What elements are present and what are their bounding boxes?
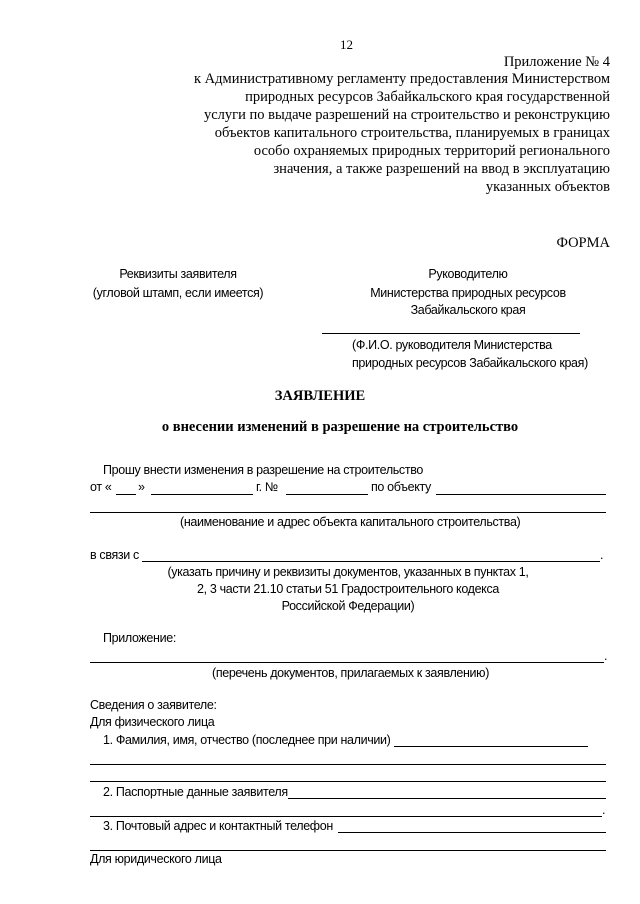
reason-caption: Российской Федерации) (281, 599, 415, 613)
object-field[interactable] (436, 494, 606, 495)
reason-caption: 2, 3 части 21.10 статьи 51 Градостроительного кодекса (197, 582, 499, 596)
object-field-continued[interactable] (90, 512, 606, 513)
appendix-line: особо охраняемых природных территорий регионального (253, 143, 610, 159)
page-number: 12 (340, 37, 353, 52)
addressee-region: Забайкальского края (410, 303, 526, 317)
reason-label: в связи с (90, 548, 139, 562)
address-phone-field[interactable] (338, 832, 606, 833)
legal-entity-heading: Для юридического лица (90, 852, 222, 866)
appendix-line: значения, а также разрешений на ввод в эксплуатацию (273, 161, 610, 177)
full-name-field-continued[interactable] (90, 781, 606, 782)
reason-period: . (600, 548, 604, 562)
applicant-stamp-note: (угловой штамп, если имеется) (92, 286, 264, 300)
addressee-title: Руководителю (428, 267, 508, 281)
day-field[interactable] (116, 494, 136, 495)
item-passport: 2. Паспортные данные заявителя (103, 785, 288, 799)
item-address-phone: 3. Почтовый адрес и контактный телефон (103, 819, 333, 833)
full-name-field-continued[interactable] (90, 764, 606, 765)
date-quote-close: » (138, 480, 145, 494)
attachments-caption: (перечень документов, прилагаемых к заявлению) (212, 666, 490, 680)
individual-heading: Для физического лица (90, 715, 215, 729)
fio-caption: природных ресурсов Забайкальского края) (352, 356, 588, 370)
permit-number-label: г. № (256, 480, 278, 494)
appendix-line: услуги по выдаче разрешений на строительство и реконструкцию (203, 107, 610, 123)
document-title: ЗАЯВЛЕНИЕ (274, 388, 366, 404)
addressee-ministry: Министерства природных ресурсов (370, 286, 566, 300)
appendix-line: указанных объектов (485, 179, 610, 195)
appendix-line: объектов капитального строительства, планируемых в границах (214, 125, 610, 141)
request-text: Прошу внести изменения в разрешение на строительство (103, 463, 423, 477)
appendix-line: природных ресурсов Забайкальского края государственной (245, 89, 610, 105)
reason-field[interactable] (142, 561, 600, 562)
appendix-line: к Административному регламенту предоставления Министерством (194, 71, 610, 87)
applicant-requisites: Реквизиты заявителя (119, 267, 237, 281)
item-full-name: 1. Фамилия, имя, отчество (последнее при наличии) (103, 733, 391, 747)
reason-caption: (указать причину и реквизиты документов, указанных в пунктах 1, (167, 565, 529, 579)
document-subtitle: о внесении изменений в разрешение на строительство (161, 419, 519, 435)
object-label: по объекту (371, 480, 431, 494)
full-name-field[interactable] (394, 746, 588, 747)
forma-label: ФОРМА (556, 235, 610, 251)
fio-caption: (Ф.И.О. руководителя Министерства (352, 338, 552, 352)
object-caption: (наименование и адрес объекта капитального строительства) (180, 515, 521, 529)
permit-number-field[interactable] (286, 494, 368, 495)
passport-period: . (602, 803, 606, 817)
date-prefix: от « (90, 480, 112, 494)
addressee-fio-line (322, 333, 580, 334)
address-phone-field-continued[interactable] (90, 850, 606, 851)
attachments-label: Приложение: (103, 631, 176, 645)
passport-field-continued[interactable] (90, 816, 602, 817)
passport-field[interactable] (288, 798, 606, 799)
attachments-period: . (604, 649, 608, 663)
month-field[interactable] (151, 494, 253, 495)
applicant-info-heading: Сведения о заявителе: (90, 698, 217, 712)
appendix-line: Приложение № 4 (503, 54, 610, 70)
attachments-field[interactable] (90, 662, 604, 663)
